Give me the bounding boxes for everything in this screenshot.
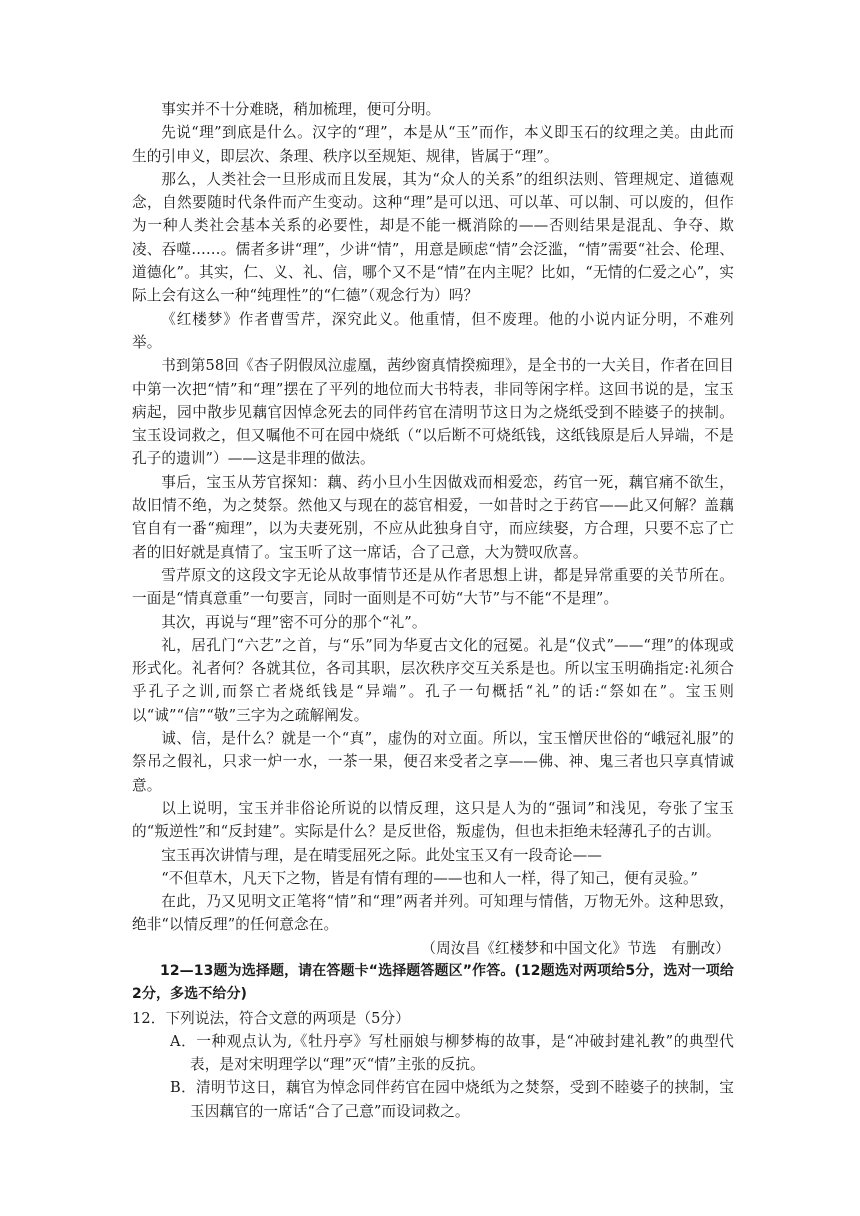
paragraph-10: 诚、信，是什么？就是一个“真”，虚伪的对立面。所以，宝玉憎厌世俗的“峨冠礼服”的祭吊之假礼，只求一炉一水，一茶一果，便召来受者之享——佛、神、鬼三者也只享真情诚意。: [132, 730, 734, 794]
paragraph-14: 在此，乃又见明文正笔将“情”和“理”两者并列。可知理与情偕，万物无外。这种思致，绝非“以情反理”的任何意念在。: [132, 893, 734, 934]
paragraph-11: 以上说明，宝玉并非俗论所说的以情反理，这只是人为的“强词”和浅见，夸张了宝玉的“叛逆性”和“反封建”。实际是什么？是反世俗，叛虚伪，但也未拒绝未轻薄孔子的古训。: [132, 799, 734, 841]
paragraph-3: 那么，人类社会一旦形成而且发展，其为“众人的关系”的组织法则、管理规定、道德观念，自然要随时代条件而产生变动。这种“理”是可以迅、可以革、可以制、可以废的，但作为一种人类社会基本关系的必要性，却是不能一概消除的——否则结果是混乱、争夺、欺凌、吞噬……。儒者多讲“理”，少讲“情”，用意是顾虑“情”会泛滥，“情”需要“社会、伦理、道德化”。其实，仁、义、礼、信，哪个又不是“情”在内主呢？比如，“无情的仁爱之心”，实际上会有这么一种“纯理性”的“仁德”（观念行为）吗？: [132, 170, 734, 305]
paragraph-4: 《红楼梦》作者曹雪芹，深究此义。他重情，但不废理。他的小说内证分明，不难列举。: [132, 310, 734, 351]
option-a: A．一种观点认为,《牡丹亭》写杜丽娘与柳梦梅的故事，是“冲破封建礼教”的典型代表，是对宋明理学以“理”灭“情”主张的反抗。: [170, 1032, 734, 1074]
paragraph-quote: “不但草木，凡天下之物，皆是有情有理的——也和人一样，得了知己，便有灵验。”: [161, 869, 698, 887]
paragraph-8: 其次，再说与“理”密不可分的那个“礼”。: [161, 613, 427, 631]
paragraph-6: 事后，宝玉从芳官探知：藕、药小旦小生因做戏而相爱恋，药官一死，藕官痛不欲生，故旧情不绝，为之焚祭。然他又与现在的蕊官相爱，一如昔时之于药官——此又何解？盖藕官自有一番“痴理”，以为夫妻死别，不应从此独身自守，而应续娶，方合理，只要不忘了亡者的旧好就是真情了。宝玉听了这一席话，合了己意，大为赞叹欣喜。: [132, 473, 734, 561]
paragraph-12: 宝玉再次讲情与理，是在晴雯屈死之际。此处宝玉又有一段奇论——: [161, 846, 603, 864]
document-page: [132, 98, 734, 1123]
source-citation: （周汝昌《红楼梦和中国文化》节选 有删改）: [421, 939, 730, 957]
section-instruction: 12—13题为选择题，请在答题卡“选择题答题区”作答。(12题选对两项给5分，选对一项给2分，多选不给分): [132, 962, 734, 1003]
paragraph-7: 雪芹原文的这段文字无论从故事情节还是从作者思想上讲，都是异常重要的关节所在。一面是“情真意重”一句要言，同时一面则是不可妨“大节”与不能“不是理”。: [132, 566, 734, 608]
question-stem: 12．下列说法，符合文意的两项是（5分）: [132, 1009, 410, 1027]
paragraph-2: 先说“理”到底是什么。汉字的“理”，本是从“玉”而作，本义即玉石的纹理之美。由此而生的引申义，即层次、条理、秩序以至规矩、规律，皆属于“理”。: [132, 124, 734, 165]
paragraph-9: 礼，居孔门“六艺”之首，与“乐”同为华夏古文化的冠冕。礼是“仪式”——“理”的体现或形式化。礼者何？各就其位，各司其职，层次秩序交互关系是也。所以宝玉明确指定:礼须合乎孔子之训,而祭亡者烧纸钱是“异端”。孔子一句概括“礼”的话:“祭如在”。宝玉则以“诚”“信”“敬”三字为之疏解阐发。: [132, 636, 734, 724]
option-b: B．清明节这日，藕官为悼念同伴药官在园中烧纸为之焚祭，受到不睦婆子的挟制，宝玉因藕官的一席话“合了己意”而设词救之。: [170, 1079, 734, 1120]
paragraph-1: 事实并不十分难晓，稍加梳理，便可分明。: [161, 101, 441, 118]
paragraph-5: 书到第58回《杏子阴假凤泣虚凰，茜纱窗真情揆痴理》，是全书的一大关目，作者在回目中第一次把“情”和“理”摆在了平列的地位而大书特表，非同等闲字样。这回书说的是，宝玉病起，园中散步见藕官因悼念死去的同伴药官在清明节这日为之烧纸受到不睦婆子的挟制。宝玉设词救之，但又嘱他不可在园中烧纸（“以后断不可烧纸钱，这纸钱原是后人异端，不是孔子的遗训”）——这是非理的做法。: [132, 357, 734, 468]
